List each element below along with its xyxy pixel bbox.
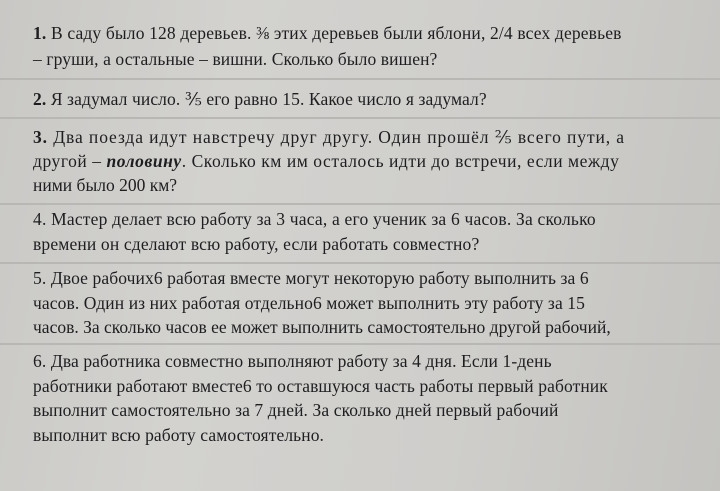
- problem-5-line-3: часов. За сколько часов ее может выполнить самостоятельно другой рабочий,: [33, 317, 611, 337]
- problem-3-line-3: ними было 200 км?: [33, 175, 178, 195]
- divider: [0, 343, 720, 345]
- problem-6-line-4: выполнит всю работу самостоятельно.: [33, 425, 325, 445]
- problem-3-line-2: [33, 150, 619, 172]
- problem-number: 5.: [33, 268, 47, 288]
- problem-5-line-2: часов. Один из них работая отдельно6 может выполнить эту работу за 15: [33, 293, 585, 313]
- problem-1-line-1: [33, 22, 622, 44]
- problem-text: другой –: [33, 151, 102, 171]
- problem-number: 4.: [33, 209, 47, 229]
- problem-number: 6.: [33, 351, 47, 371]
- problem-text: . Сколько км им осталось идти до встречи, если между: [181, 151, 620, 171]
- problem-number: 1.: [33, 23, 47, 43]
- problem-1-line-2: – груши, а остальные – вишни. Сколько было вишен?: [33, 49, 438, 69]
- divider: [0, 117, 720, 119]
- problem-text: Двое рабочих6 работая вместе могут некоторую работу выполнить за 6: [50, 268, 589, 288]
- divider: [0, 78, 720, 80]
- problem-number: 2.: [33, 89, 47, 109]
- problem-4-line-2: времени он сделают всю работу, если работать совместно?: [33, 234, 480, 254]
- problem-text: Два работника совместно выполняют работу за 4 дня. Если 1-день: [50, 351, 552, 371]
- problem-number: 3.: [33, 127, 48, 147]
- problem-text: Мастер делает всю работу за 3 часа, а его ученик за 6 часов. За сколько: [51, 209, 596, 229]
- problem-6-line-3: выполнит самостоятельно за 7 дней. За сколько дней первый рабочий: [33, 400, 559, 420]
- divider: [0, 262, 720, 264]
- problem-3-line-1: [33, 126, 625, 148]
- problem-text: Я задумал число. ⅗ его равно 15. Какое число я задумал?: [50, 89, 487, 109]
- problem-text: Два поезда идут навстречу друг другу. Один прошёл ⅖ всего пути, а: [53, 127, 625, 147]
- problem-6-line-1: [33, 350, 552, 372]
- problem-6-line-2: работники работают вместе6 то оставшуюся часть работы первый работник: [33, 376, 608, 396]
- divider: [0, 203, 720, 205]
- problem-2-line-1: [33, 88, 487, 110]
- emphasized-word: половину: [106, 151, 182, 171]
- problem-4-line-1: [33, 208, 596, 230]
- problem-text: В саду было 128 деревьев. ⅜ этих деревьев были яблони, 2/4 всех деревьев: [50, 23, 622, 43]
- problem-5-line-1: [33, 267, 589, 289]
